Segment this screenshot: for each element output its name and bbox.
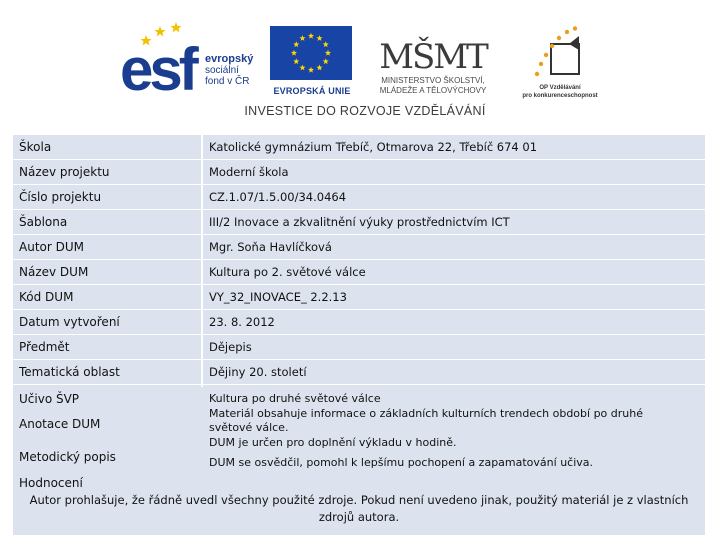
lower-values xyxy=(209,392,643,471)
msmt-wordmark xyxy=(379,24,487,77)
row-label: Kód DUM xyxy=(19,290,74,304)
value-line: DUM je určen pro doplnění výkladu v hodině. xyxy=(209,435,457,449)
eu-star-icon xyxy=(299,35,305,41)
eu-flag-icon xyxy=(270,26,352,80)
eu-star-icon xyxy=(291,50,297,56)
table-row xyxy=(13,185,705,210)
eu-star-icon xyxy=(323,41,329,47)
label-hodnoceni: Hodnocení xyxy=(19,476,83,490)
document-info-table xyxy=(13,135,705,535)
row-label: Název projektu xyxy=(19,165,110,179)
table-row xyxy=(13,235,705,260)
label-metodicky-popis: Metodický popis xyxy=(19,450,116,464)
value-line: DUM se osvědčil, pomohl k lepšímu pochopení a zapamatování učiva. xyxy=(209,456,594,469)
eu-logo xyxy=(268,24,356,102)
table-row xyxy=(13,135,705,160)
row-label: Tematická oblast xyxy=(19,365,120,379)
row-label: Autor DUM xyxy=(19,240,84,254)
eu-star-icon xyxy=(308,33,314,39)
row-label: Šablona xyxy=(19,215,68,229)
row-value: Moderní škola xyxy=(209,165,289,179)
table-row xyxy=(13,310,705,335)
msmt-caption: MINISTERSTVO ŠKOLSTVÍ, MLÁDEŽE A TĚLOVÝCHOVY xyxy=(379,76,487,95)
row-label: Číslo projektu xyxy=(19,190,102,204)
value-line: světové válce. xyxy=(209,421,289,434)
table-row xyxy=(13,285,705,310)
table-row xyxy=(13,335,705,360)
svg-text:MŠMT: MŠMT xyxy=(379,37,487,77)
esf-wordmark: esf xyxy=(120,36,195,103)
eu-star-icon xyxy=(293,58,299,64)
row-value: VY_32_INOVACE_ 2.2.13 xyxy=(209,290,347,304)
opvk-caption: OP Vzdělávání pro konkurenceschopnost xyxy=(522,85,598,99)
eu-star-icon xyxy=(325,50,331,56)
tagline: INVESTICE DO ROZVOJE VZDĚLÁVÁNÍ xyxy=(244,104,486,118)
msmt-logo xyxy=(358,24,508,104)
row-label: Název DUM xyxy=(19,265,89,279)
table-row xyxy=(13,210,705,235)
eu-caption: EVROPSKÁ UNIE xyxy=(273,86,351,96)
row-value: Dějiny 20. století xyxy=(209,365,307,379)
row-value: Dějepis xyxy=(209,340,252,354)
row-value: Kultura po 2. světové válce xyxy=(209,265,366,279)
eu-star-icon xyxy=(308,67,314,73)
esf-caption: evropský sociální fond v ČR xyxy=(205,53,254,87)
row-value: III/2 Inovace a zkvalitnění výuky prostřednictvím ICT xyxy=(209,215,510,229)
esf-logo xyxy=(120,22,265,102)
row-value: CZ.1.07/1.5.00/34.0464 xyxy=(209,190,347,204)
eu-star-icon xyxy=(316,35,322,41)
value-line: Kultura po druhé světové válce xyxy=(209,392,381,405)
eu-star-icon xyxy=(299,65,305,71)
row-label: Škola xyxy=(19,140,52,154)
table-row xyxy=(13,260,705,285)
author-statement: Autor prohlašuje, že řádně uvedl všechny použité zdroje. Pokud není uvedeno jinak, použitý materiál je z vlastních zdrojů autora. xyxy=(29,493,689,524)
eu-star-icon xyxy=(293,41,299,47)
opvk-arrow-icon xyxy=(533,26,585,81)
eu-star-icon xyxy=(316,65,322,71)
row-label: Předmět xyxy=(19,340,70,354)
logo-banner xyxy=(0,0,720,130)
row-value: Katolické gymnázium Třebíč, Otmarova 22, Třebíč 674 01 xyxy=(209,140,538,154)
eu-star-icon xyxy=(323,58,329,64)
row-label: Datum vytvoření xyxy=(19,315,120,329)
table-row xyxy=(13,160,705,185)
value-line: Materiál obsahuje informace o základních kulturních trendech období po druhé xyxy=(209,406,643,420)
label-ucivo-svp: Učivo ŠVP xyxy=(19,392,80,406)
label-anotace-dum: Anotace DUM xyxy=(19,417,101,431)
table-row xyxy=(13,360,705,385)
row-value: Mgr. Soňa Havlíčková xyxy=(209,240,332,254)
row-value: 23. 8. 2012 xyxy=(209,315,275,329)
opvk-logo xyxy=(505,24,615,104)
